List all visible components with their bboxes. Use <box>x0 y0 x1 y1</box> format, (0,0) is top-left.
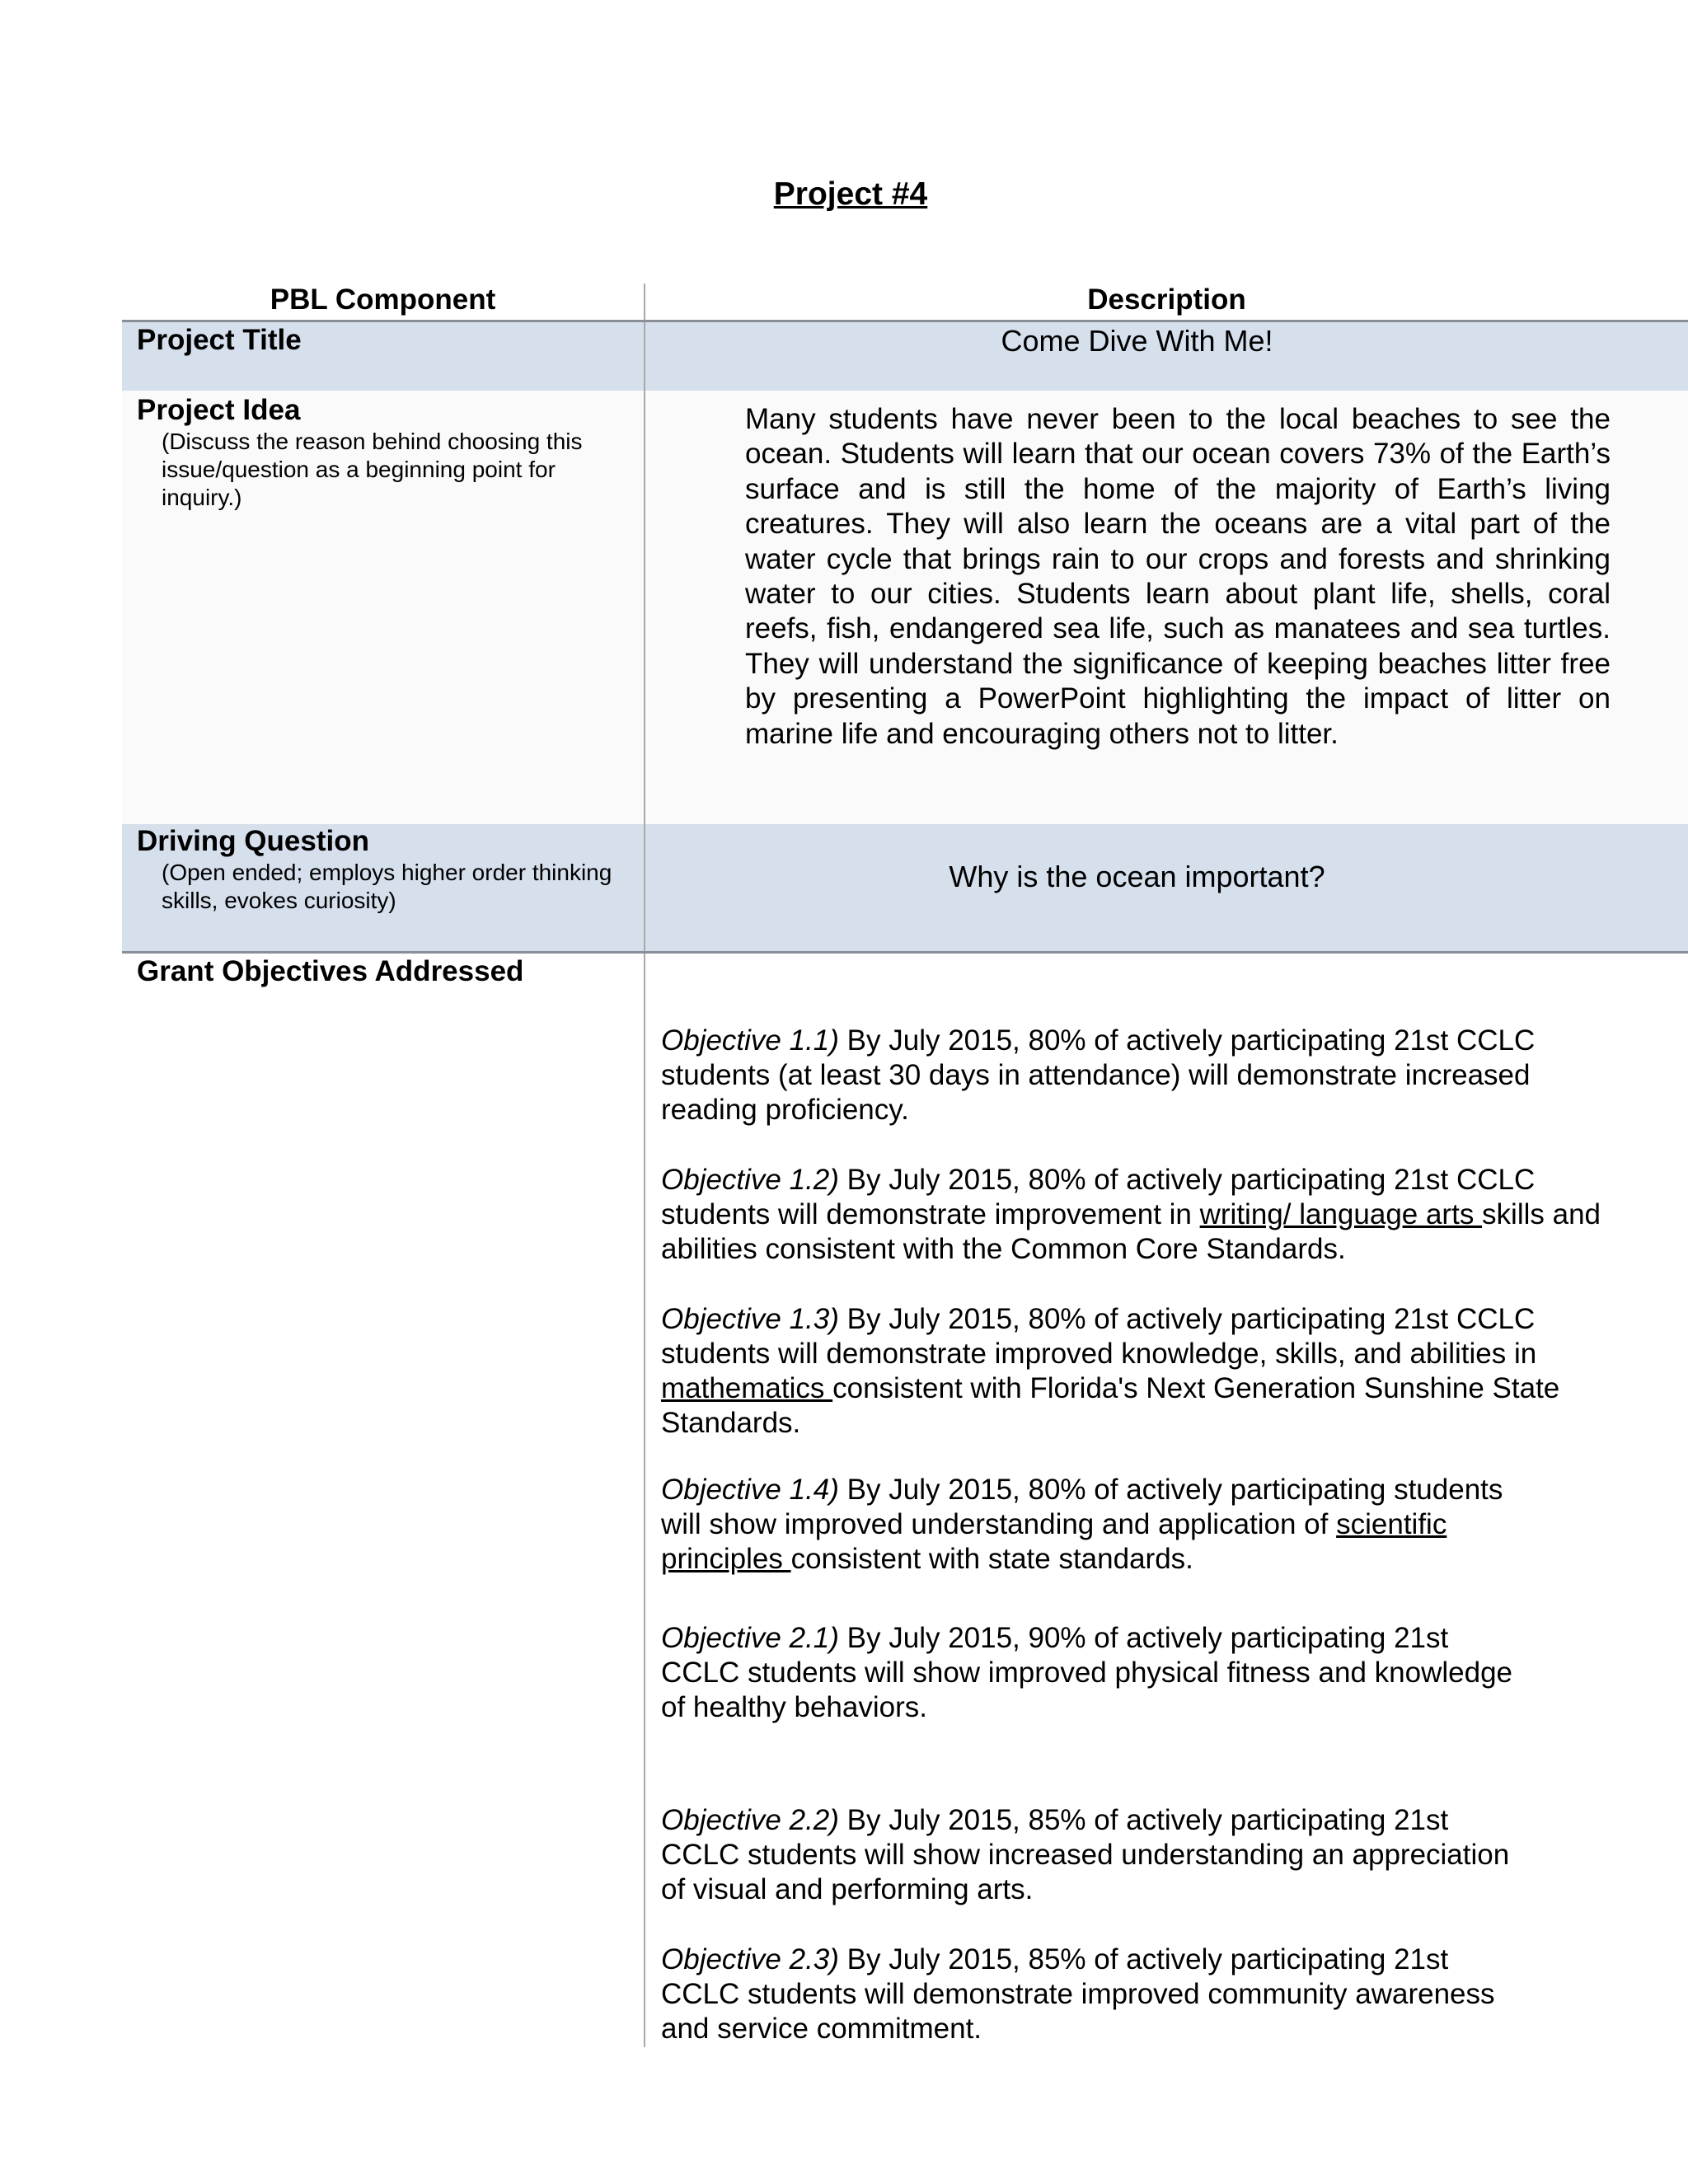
objective-text-end: consistent with Florida's Next Generation Sunshine State Standards. <box>661 1372 1560 1439</box>
objective-item <box>661 1302 1627 1441</box>
column-header-component: PBL Component <box>270 284 496 316</box>
objective-text: By July 2015, 90% of actively participating 21st CCLC students will show improved physical fitness and knowledge of healthy behaviors. <box>661 1622 1512 1723</box>
driving-question-hint: (Open ended; employs higher order thinking skills, evokes curiosity) <box>162 860 612 913</box>
project-title-value: Come Dive With Me! <box>1001 324 1273 358</box>
objective-id: Objective 1.2) <box>661 1164 839 1196</box>
objective-subject: scientific principles <box>661 1508 1447 1575</box>
driving-question-label: Driving Question <box>137 825 369 857</box>
objective-text: By July 2015, 85% of actively participating 21st CCLC students will demonstrate improved community awareness and service commitment. <box>661 1943 1495 2045</box>
objective-text: By July 2015, 80% of actively participating 21st CCLC students will demonstrate improvement in <box>661 1164 1536 1230</box>
objective-item <box>661 1803 1518 1907</box>
objective-item <box>661 1621 1518 1725</box>
objective-item <box>661 1943 1518 2046</box>
project-idea-label: Project Idea <box>137 394 301 426</box>
objective-text-end: skills and abilities consistent with the Common Core Standards. <box>661 1198 1601 1265</box>
objective-item <box>661 1163 1627 1267</box>
objective-id: Objective 2.3) <box>661 1943 839 1975</box>
project-title-label: Project Title <box>137 324 302 356</box>
project-idea-text: Many students have never been to the local beaches to see the ocean. Students will learn that our ocean covers 73% of the Earth’s surface and is still the home of the majority of Earth’s living creatures. They will also learn the oceans are a vital part of the water cycle that brings rain to our crops and forests and shrinking water to our cities. Students learn about plant life, shells, coral reefs, fish, endangered sea life, such as manatees and sea turtles. They will understand the significance of keeping beaches litter free by presenting a PowerPoint highlighting the impact of litter on marine life and encouraging others not to litter. <box>745 403 1611 750</box>
objective-subject: mathematics <box>661 1372 833 1404</box>
column-divider <box>644 284 645 2047</box>
objective-id: Objective 2.1) <box>661 1622 839 1654</box>
page-title: Project #4 <box>773 176 928 212</box>
objective-item <box>661 1024 1627 1127</box>
objective-text-end: consistent with state standards. <box>790 1543 1193 1575</box>
objective-text: By July 2015, 80% of actively participating 21st CCLC students will demonstrate improved knowledge, skills, and abilities in <box>661 1303 1537 1370</box>
objective-item <box>661 1473 1518 1577</box>
project-idea-hint: (Discuss the reason behind choosing this issue/question as a beginning point for inquiry.) <box>162 429 583 510</box>
objective-subject: writing/ language arts <box>1199 1198 1483 1230</box>
grant-objectives-label: Grant Objectives Addressed <box>137 955 524 987</box>
header-rule <box>122 320 1688 322</box>
column-header-description: Description <box>1087 284 1246 316</box>
driving-question-rule <box>122 951 1688 954</box>
objective-id: Objective 1.4) <box>661 1474 839 1506</box>
objective-text: By July 2015, 85% of actively participating 21st CCLC students will show increased understanding an appreciation of visual and performing arts. <box>661 1804 1510 1905</box>
objective-text: By July 2015, 80% of actively participating students will show improved understanding and application of <box>661 1474 1503 1540</box>
objective-id: Objective 1.3) <box>661 1303 839 1335</box>
objective-id: Objective 1.1) <box>661 1024 839 1057</box>
objective-id: Objective 2.2) <box>661 1804 839 1836</box>
objective-text: By July 2015, 80% of actively participating 21st CCLC students (at least 30 days in attendance) will demonstrate increased reading proficiency. <box>661 1024 1536 1126</box>
driving-question-value: Why is the ocean important? <box>949 860 1325 893</box>
